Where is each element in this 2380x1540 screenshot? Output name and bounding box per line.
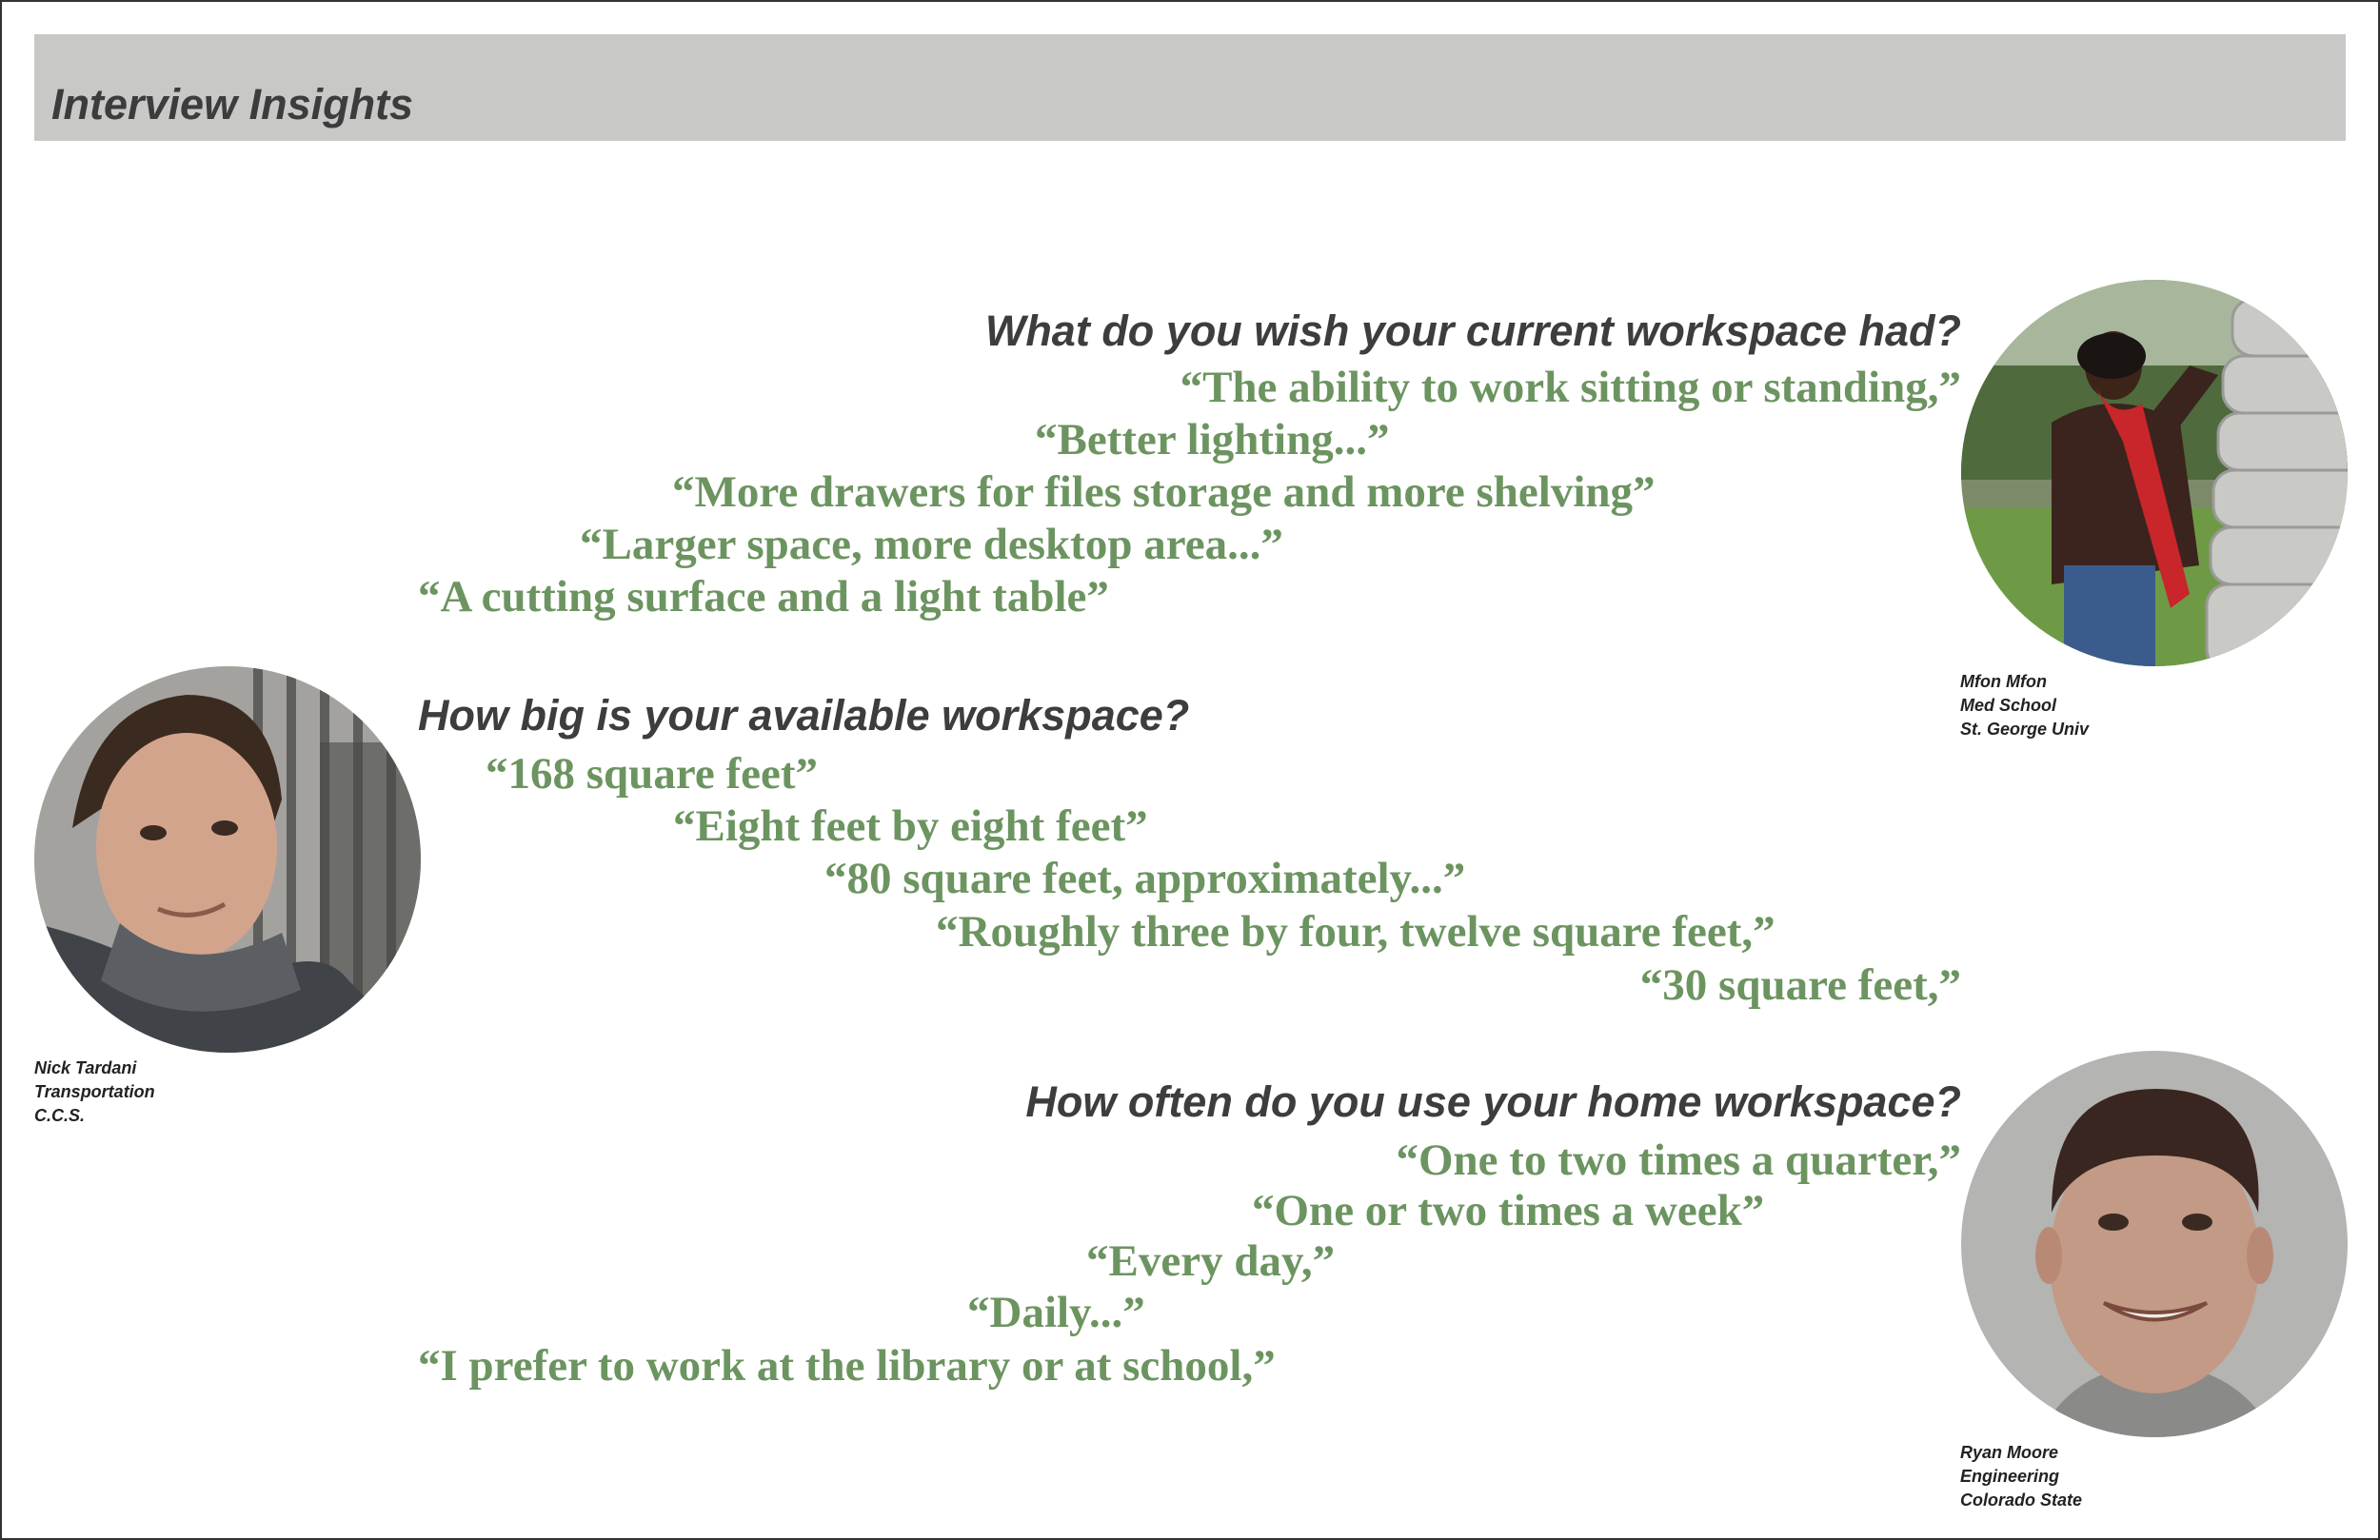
quote-2-3: “80 square feet, approximately...” — [824, 854, 1466, 903]
page-title: Interview Insights — [51, 80, 414, 128]
quote-3-4: “Daily...” — [967, 1288, 1145, 1337]
quote-1-1: “The ability to work sitting or standing,” — [1180, 363, 1961, 412]
quote-3-3: “Every day,” — [1086, 1236, 1336, 1286]
person-school: St. George Univ — [1960, 720, 2090, 739]
question-3: How often do you use your home workspace? — [1025, 1077, 1961, 1126]
quote-2-1: “168 square feet” — [486, 749, 818, 799]
quote-1-4: “Larger space, more desktop area...” — [580, 520, 1283, 569]
quote-2-5: “30 square feet,” — [1639, 960, 1961, 1010]
caption-ryan-moore — [1960, 1441, 2082, 1512]
avatar-mfon-mfon — [1961, 280, 2348, 666]
quote-3-1: “One to two times a quarter,” — [1396, 1135, 1961, 1185]
quote-2-4: “Roughly three by four, twelve square feet,” — [936, 907, 1775, 957]
person-name: Ryan Moore — [1960, 1443, 2059, 1462]
person-program: Med School — [1960, 696, 2057, 715]
person-school: C.C.S. — [34, 1106, 86, 1125]
caption-nick-tardani — [34, 1056, 155, 1128]
avatar-ryan-moore — [1961, 1051, 2348, 1437]
header-bar — [34, 34, 2346, 141]
avatar-nick-tardani — [34, 666, 421, 1053]
quote-3-2: “One or two times a week” — [1252, 1186, 1765, 1235]
person-school: Colorado State — [1960, 1491, 2083, 1510]
quote-1-3: “More drawers for files storage and more shelving” — [672, 467, 1656, 517]
quote-3-5: “I prefer to work at the library or at school,” — [418, 1341, 1276, 1391]
question-1: What do you wish your current workspace had? — [984, 306, 1961, 355]
person-name: Mfon Mfon — [1960, 672, 2047, 691]
quote-1-2: “Better lighting...” — [1035, 415, 1390, 464]
person-program: Engineering — [1960, 1467, 2060, 1486]
caption-mfon-mfon — [1960, 670, 2089, 741]
person-name: Nick Tardani — [34, 1058, 137, 1077]
quote-1-5: “A cutting surface and a light table” — [418, 572, 1109, 622]
person-program: Transportation — [34, 1082, 155, 1101]
question-2: How big is your available workspace? — [418, 691, 1190, 740]
quote-2-2: “Eight feet by eight feet” — [673, 801, 1148, 851]
